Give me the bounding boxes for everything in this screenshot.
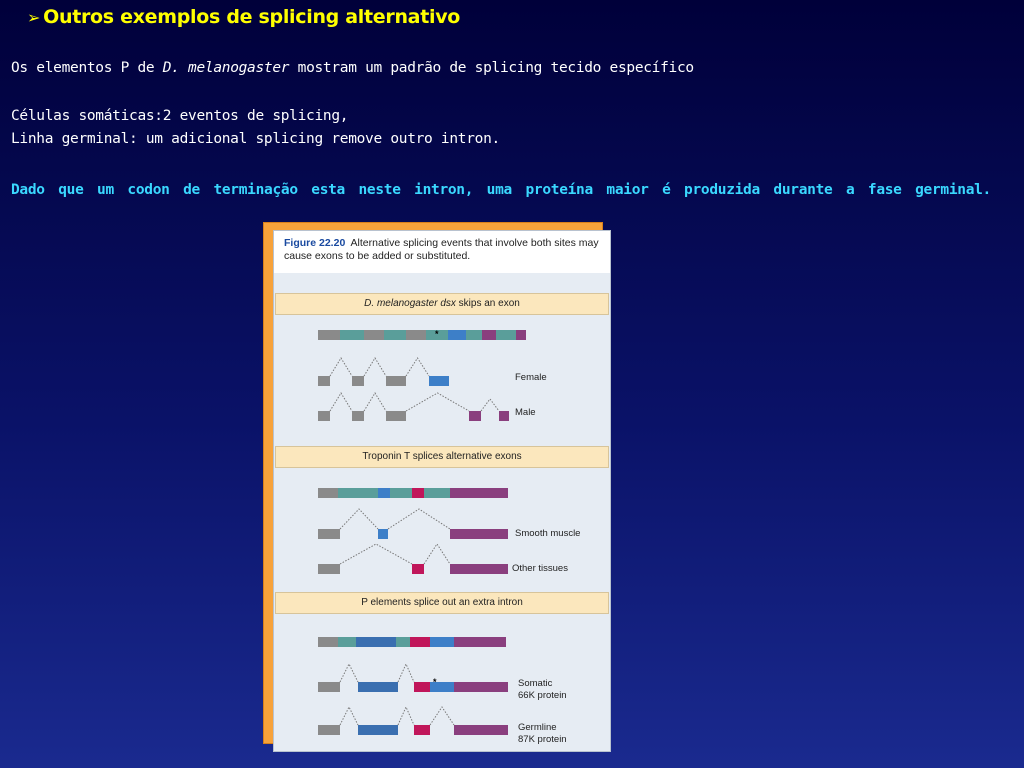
panel-heading-troponin: Troponin T splices alternative exons [275, 446, 609, 468]
troponin-pre-mrna-teal [338, 488, 378, 498]
intron-connector [362, 356, 388, 378]
figure-caption [274, 231, 610, 273]
trop-smooth-exon1 [318, 529, 340, 539]
p-element-pre-mrna-grey [318, 637, 338, 647]
p-somatic-exon1 [318, 682, 340, 692]
label-female: Female [515, 372, 547, 383]
dsx-male-exon3 [386, 411, 406, 421]
p-element-pre-mrna-navy [356, 637, 396, 647]
slide-title-text: Outros exemplos de splicing alternativo [43, 6, 461, 28]
dsx-pre-mrna-teal [340, 330, 364, 340]
panel-heading-text: skips an exon [455, 298, 520, 309]
label-male: Male [515, 407, 536, 418]
p-element-pre-mrna-blue [430, 637, 454, 647]
troponin-pre-mrna-grey [318, 488, 338, 498]
intron-connector [386, 507, 452, 531]
body-line-3: Linha germinal: um adicional splicing remove outro intron. [11, 131, 500, 147]
stop-codon-marker: * [433, 677, 437, 687]
label-germline: Germline [518, 722, 557, 733]
p-somatic-exon3 [414, 682, 430, 692]
intron-connector [338, 662, 360, 684]
dsx-pre-mrna-magenta [482, 330, 496, 340]
textbook-figure [273, 230, 611, 752]
trop-smooth-exon3 [450, 529, 508, 539]
troponin-pre-mrna-magenta [450, 488, 508, 498]
body-line-2: Células somáticas:2 eventos de splicing, [11, 108, 349, 124]
troponin-pre-mrna-blue [378, 488, 390, 498]
dsx-male-exon5 [499, 411, 509, 421]
figure-number: Figure 22.20 [284, 237, 346, 249]
intron-connector [404, 391, 471, 413]
line1-prefix: Os elementos P de [11, 60, 163, 76]
troponin-pre-mrna-crimson [412, 488, 424, 498]
intron-connector [396, 662, 416, 684]
dsx-pre-mrna-teal [496, 330, 516, 340]
troponin-pre-mrna-teal [390, 488, 412, 498]
troponin-pre-mrna-teal [424, 488, 450, 498]
dsx-pre-mrna-teal [466, 330, 482, 340]
intron-connector [338, 542, 414, 566]
p-germline-exon4 [454, 725, 508, 735]
dsx-female-exon4 [429, 376, 449, 386]
intron-connector [328, 356, 354, 378]
panel-heading-dsx [275, 293, 609, 315]
p-element-pre-mrna-teal [396, 637, 410, 647]
label-87k-protein: 87K protein [518, 734, 567, 745]
highlight-paragraph: Dado que um codon de terminação esta neste intron, uma proteína maior é produzida durante a fase germinal. [11, 182, 991, 198]
p-somatic-exon5 [454, 682, 508, 692]
label-somatic: Somatic [518, 678, 553, 689]
arrow-bullet-icon: ➢ [27, 8, 41, 27]
p-germline-exon1 [318, 725, 340, 735]
species-name: D. melanogaster [162, 60, 290, 76]
p-germline-exon2 [358, 725, 398, 735]
intron-connector [328, 391, 354, 413]
p-somatic-exon2 [358, 682, 398, 692]
dsx-pre-mrna-teal [384, 330, 406, 340]
intron-connector [396, 705, 416, 727]
slide-title [27, 6, 460, 28]
line1-suffix: mostram um padrão de splicing tecido específico [289, 60, 694, 76]
dsx-female-exon3 [386, 376, 406, 386]
label-66k-protein: 66K protein [518, 690, 567, 701]
trop-other-exon3 [450, 564, 508, 574]
intron-connector [338, 705, 360, 727]
figure-caption-text: Alternative splicing events that involve both sites may cause exons to be added or substituted. [284, 237, 599, 262]
p-element-pre-mrna-crimson [410, 637, 430, 647]
label-smooth-muscle: Smooth muscle [515, 528, 581, 539]
intron-connector [362, 391, 388, 413]
intron-connector [338, 507, 380, 531]
dsx-pre-mrna-grey [364, 330, 384, 340]
p-element-pre-mrna-magenta [454, 637, 506, 647]
label-other-tissues: Other tissues [512, 563, 568, 574]
intron-connector [404, 356, 431, 378]
dsx-pre-mrna-magenta [516, 330, 526, 340]
dsx-pre-mrna-grey [318, 330, 340, 340]
body-line-1 [11, 60, 694, 76]
panel-heading-species: D. melanogaster dsx [364, 298, 456, 309]
panel-heading-p-elements: P elements splice out an extra intron [275, 592, 609, 614]
stop-codon-marker: * [435, 329, 439, 339]
intron-connector [422, 542, 452, 566]
intron-connector [428, 705, 456, 727]
trop-other-exon1 [318, 564, 340, 574]
intron-connector [479, 397, 501, 413]
dsx-pre-mrna-grey [406, 330, 426, 340]
dsx-pre-mrna-blue [448, 330, 466, 340]
p-element-pre-mrna-teal [338, 637, 356, 647]
